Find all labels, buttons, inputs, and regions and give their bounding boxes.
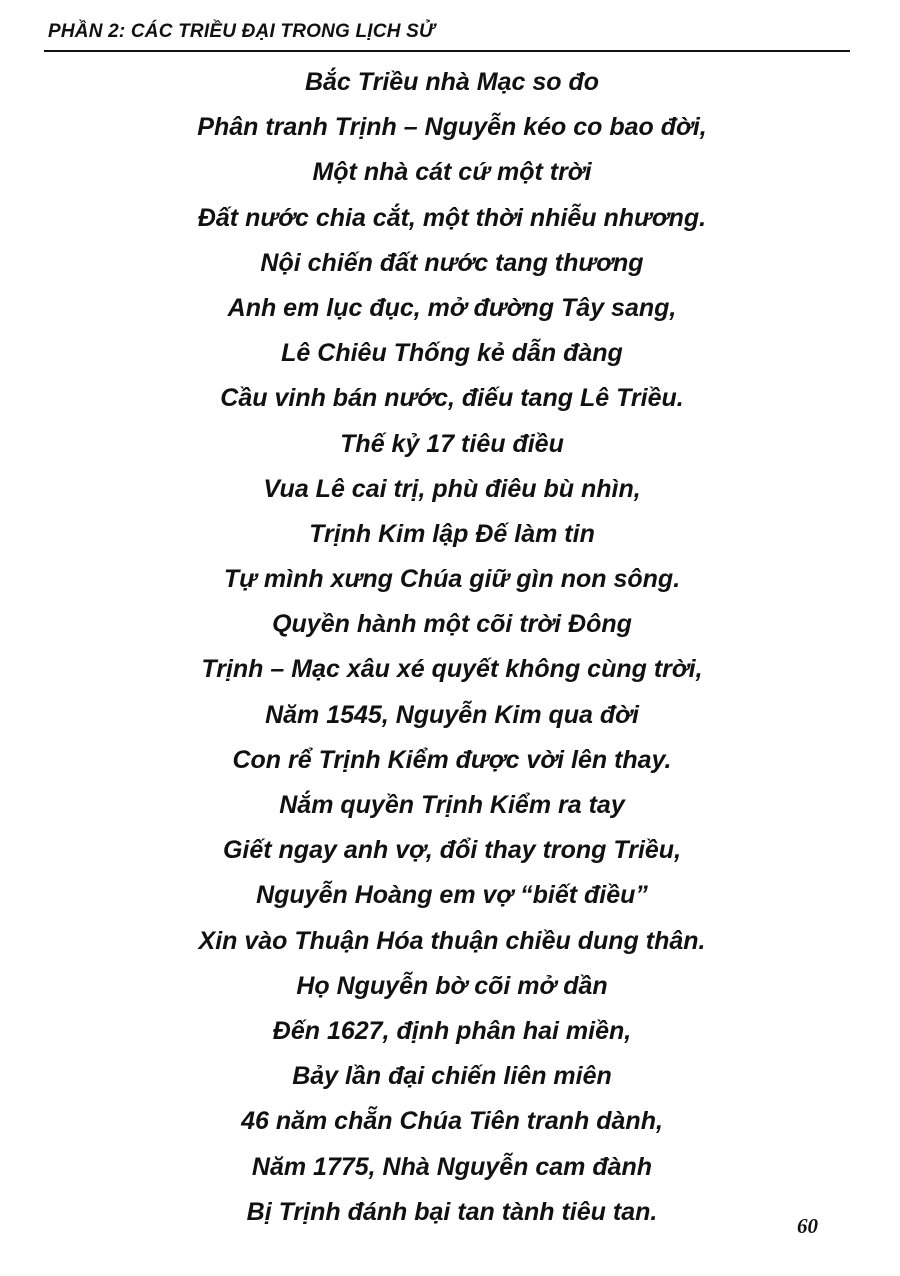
poem-line: Trịnh Kim lập Đế làm tin [309,519,595,548]
poem-line: Một nhà cát cứ một trời [312,158,592,187]
poem-line: Trịnh – Mạc xâu xé quyết không cùng trời, [201,655,703,684]
poem-line: Bắc Triều nhà Mạc so đo [304,68,600,96]
poem-line: Thế kỷ 17 tiêu điều [340,429,564,458]
poem-line: Bị Trịnh đánh bại tan tành tiêu tan. [246,1197,658,1226]
poem-line: Giết ngay anh vợ, đổi thay trong Triều, [222,836,682,865]
poem-line: Con rể Trịnh Kiểm được vời lên thay. [232,745,672,774]
poem-line: Anh em lục đục, mở đường Tây sang, [227,293,677,322]
poem-line: Năm 1545, Nguyễn Kim qua đời [265,700,639,729]
poem-line: Nguyễn Hoàng em vợ “biết điều” [256,881,648,910]
poem-line: Đến 1627, định phân hai miền, [272,1016,632,1045]
poem-line: Vua Lê cai trị, phù điêu bù nhìn, [263,474,641,503]
poem-line: Nội chiến đất nước tang thương [260,248,644,277]
poem-line: Lê Chiêu Thống kẻ dẫn đàng [281,339,623,368]
page-header-title: PHẦN 2: CÁC TRIỀU ĐẠI TRONG LỊCH SỬ [48,21,435,42]
poem-line: Đất nước chia cắt, một thời nhiễu nhương. [197,203,707,232]
poem-line: Tự mình xưng Chúa giữ gìn non sông. [223,565,681,594]
poem-line: Họ Nguyễn bờ cõi mở dần [296,971,608,1000]
poem-line: Phân tranh Trịnh – Nguyễn kéo co bao đời, [197,113,707,142]
poem-line: Cầu vinh bán nước, điếu tang Lê Triều. [220,384,684,413]
page-number: 60 [797,1214,818,1238]
poem-line: Xin vào Thuận Hóa thuận chiều dung thân. [198,926,706,955]
poem-line: 46 năm chẵn Chúa Tiên tranh dành, [241,1107,663,1136]
poem [0,60,900,1235]
poem-line: Quyền hành một cõi trời Đông [272,610,632,639]
header-divider [44,50,850,52]
poem-line: Bảy lần đại chiến liên miên [292,1062,612,1091]
poem-line: Nắm quyền Trịnh Kiểm ra tay [279,791,625,819]
poem-line: Năm 1775, Nhà Nguyễn cam đành [251,1152,653,1181]
